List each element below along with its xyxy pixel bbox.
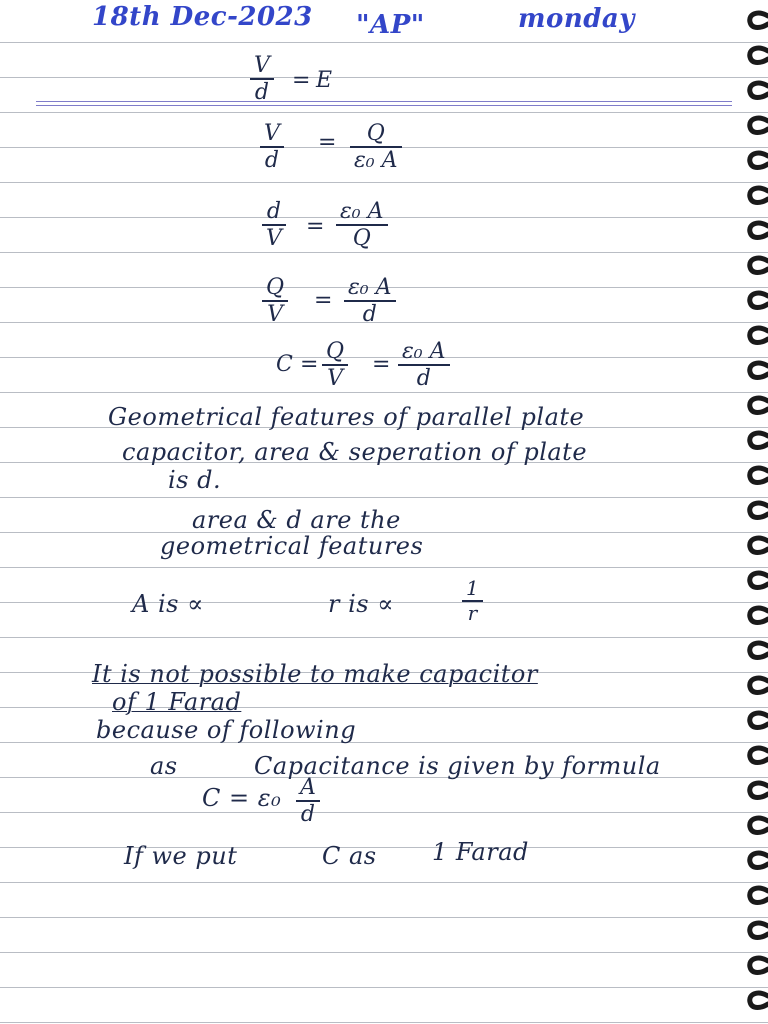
eq1-equals: = bbox=[292, 68, 311, 93]
spiral-ring bbox=[750, 538, 768, 552]
note-line-6: It is not possible to make capacitor bbox=[92, 660, 538, 688]
note-line-8: because of following bbox=[96, 716, 357, 744]
spiral-ring bbox=[750, 153, 768, 167]
note-line-10-b: C as bbox=[322, 842, 377, 870]
note-line-2: capacitor, area & seperation of plate bbox=[122, 438, 588, 466]
spiral-ring bbox=[750, 223, 768, 237]
eq5-equals-1: = bbox=[300, 352, 319, 377]
header-day: monday bbox=[518, 4, 635, 34]
eq4-right-fraction: ε₀ A d bbox=[344, 276, 396, 326]
formula-fraction: A d bbox=[296, 776, 320, 826]
note-line-1: Geometrical features of parallel plate bbox=[108, 403, 585, 431]
spiral-ring bbox=[750, 958, 768, 972]
spiral-ring bbox=[750, 853, 768, 867]
spiral-binding bbox=[708, 0, 768, 1024]
note-line-10-c: 1 Farad bbox=[432, 838, 529, 866]
header-tag: "AP" bbox=[356, 10, 425, 40]
spiral-ring bbox=[750, 118, 768, 132]
note-line-10-a: If we put bbox=[124, 842, 238, 870]
spiral-ring bbox=[750, 328, 768, 342]
spiral-ring bbox=[750, 258, 768, 272]
eq5-equals-2: = bbox=[372, 352, 391, 377]
formula-lhs: C = ε₀ bbox=[202, 784, 282, 812]
spiral-ring bbox=[750, 608, 768, 622]
spiral-ring bbox=[750, 468, 768, 482]
prop-area: A is ∝ bbox=[132, 590, 204, 618]
note-line-3: is d. bbox=[168, 466, 222, 494]
note-line-9-formula-text: Capacitance is given by formula bbox=[254, 752, 661, 780]
eq4-left-fraction: Q V bbox=[262, 276, 288, 326]
eq2-equals: = bbox=[318, 130, 337, 155]
spiral-ring bbox=[750, 503, 768, 517]
eq5-middle-fraction: Q V bbox=[322, 340, 348, 390]
eq1-num: V bbox=[254, 53, 270, 78]
eq3-left-fraction: d V bbox=[262, 200, 286, 250]
spiral-ring bbox=[750, 713, 768, 727]
note-line-5: geometrical features bbox=[160, 532, 424, 560]
spiral-ring bbox=[750, 643, 768, 657]
spiral-ring bbox=[750, 48, 768, 62]
eq5-right-fraction: ε₀ A d bbox=[398, 340, 450, 390]
note-line-4: area & d are the bbox=[192, 506, 401, 534]
eq3-right-fraction: ε₀ A Q bbox=[336, 200, 388, 250]
spiral-ring bbox=[750, 363, 768, 377]
spiral-ring bbox=[750, 573, 768, 587]
header-rule bbox=[36, 101, 732, 106]
eq3-equals: = bbox=[306, 214, 325, 239]
spiral-ring bbox=[750, 83, 768, 97]
spiral-ring bbox=[750, 923, 768, 937]
spiral-ring bbox=[750, 188, 768, 202]
spiral-ring bbox=[750, 13, 768, 27]
prop-inverse-fraction: 1 r bbox=[462, 578, 483, 624]
spiral-ring bbox=[750, 293, 768, 307]
spiral-ring bbox=[750, 993, 768, 1007]
eq1-den: d bbox=[254, 80, 269, 106]
prop-distance: r is ∝ bbox=[328, 590, 394, 618]
spiral-ring bbox=[750, 398, 768, 412]
spiral-ring bbox=[750, 678, 768, 692]
eq4-equals: = bbox=[314, 288, 333, 313]
spiral-ring bbox=[750, 888, 768, 902]
spiral-ring bbox=[750, 433, 768, 447]
note-line-7: of 1 Farad bbox=[112, 688, 242, 716]
eq1-fraction bbox=[250, 54, 274, 104]
spiral-ring bbox=[750, 748, 768, 762]
eq5-lhs: C bbox=[276, 352, 293, 377]
spiral-ring bbox=[750, 783, 768, 797]
eq2-left-fraction: V d bbox=[260, 122, 284, 172]
header-date: 18th Dec-2023 bbox=[92, 2, 313, 32]
note-line-9-as: as bbox=[150, 752, 178, 780]
spiral-ring bbox=[750, 818, 768, 832]
eq2-right-fraction: Q ε₀ A bbox=[350, 122, 402, 172]
eq1-rhs: E bbox=[316, 68, 333, 93]
